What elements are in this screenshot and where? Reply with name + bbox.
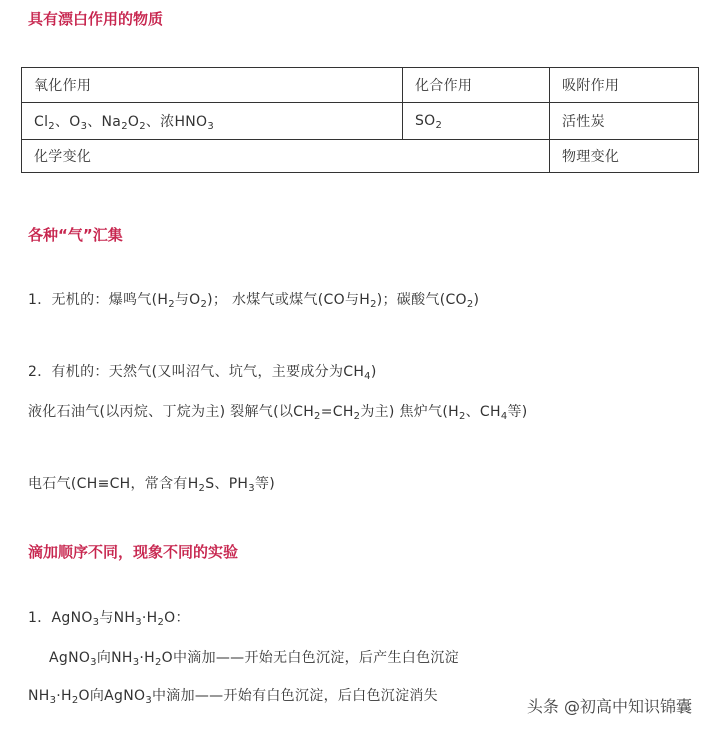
experiment-agno3-first-line: AgNO$_3$向$NH_3\cdot H_2O$中滴加——开始无白色沉淀，后产生白色沉淀 [49, 650, 459, 668]
section-title-gases: 各种“气”汇集 [28, 226, 123, 244]
table-cell-oxidation: 氧化作用 [22, 68, 403, 103]
gas-lpg-line: 液化石油气(以丙烷、丁烷为主) 裂解气(以$CH_2=CH_2$为主) 焦炉气($H_2$、$CH_4$等) [28, 404, 528, 422]
table-cell-physical-change: 物理变化 [550, 140, 699, 173]
table-cell-combination: 化合作用 [403, 68, 550, 103]
experiment-nh3-first-line: $NH_3\cdot H_2O$向AgNO$_3$中滴加——开始有白色沉淀，后白色沉淀消失 [28, 688, 438, 706]
gas-organic-line: 2．有机的：天然气(又叫沼气、坑气，主要成分为$CH_4$) [28, 364, 377, 382]
table-cell-oxidizers: $Cl_2$、$O_3$、$Na_2O_2$、浓$HNO_3$ [22, 103, 403, 140]
section-title-drip-order: 滴加顺序不同，现象不同的实验 [28, 543, 239, 561]
table-row [22, 103, 699, 140]
watermark: 头条 @初高中知识锦囊 [526, 697, 692, 716]
table-cell-activated-carbon: 活性炭 [550, 103, 699, 140]
table-cell-so2: $SO_2$ [403, 103, 550, 140]
table-row [22, 140, 699, 173]
table-row [22, 68, 699, 103]
gas-acetylene-line: 电石气(CH≡CH，常含有$H_2S$、$PH_3$等) [28, 476, 275, 494]
bleaching-table [21, 67, 699, 173]
table-cell-adsorption: 吸附作用 [550, 68, 699, 103]
section-title-bleaching: 具有漂白作用的物质 [28, 10, 164, 28]
gas-inorganic-line: 1．无机的：爆鸣气($H_2$与$O_2$)； 水煤气或煤气(CO与$H_2$)；碳酸气$(CO_2)$ [28, 292, 480, 310]
table-cell-chemical-change: 化学变化 [22, 140, 550, 173]
experiment-heading-line: 1．AgNO$_3$与$NH_3\cdot H_2O$： [28, 610, 190, 628]
